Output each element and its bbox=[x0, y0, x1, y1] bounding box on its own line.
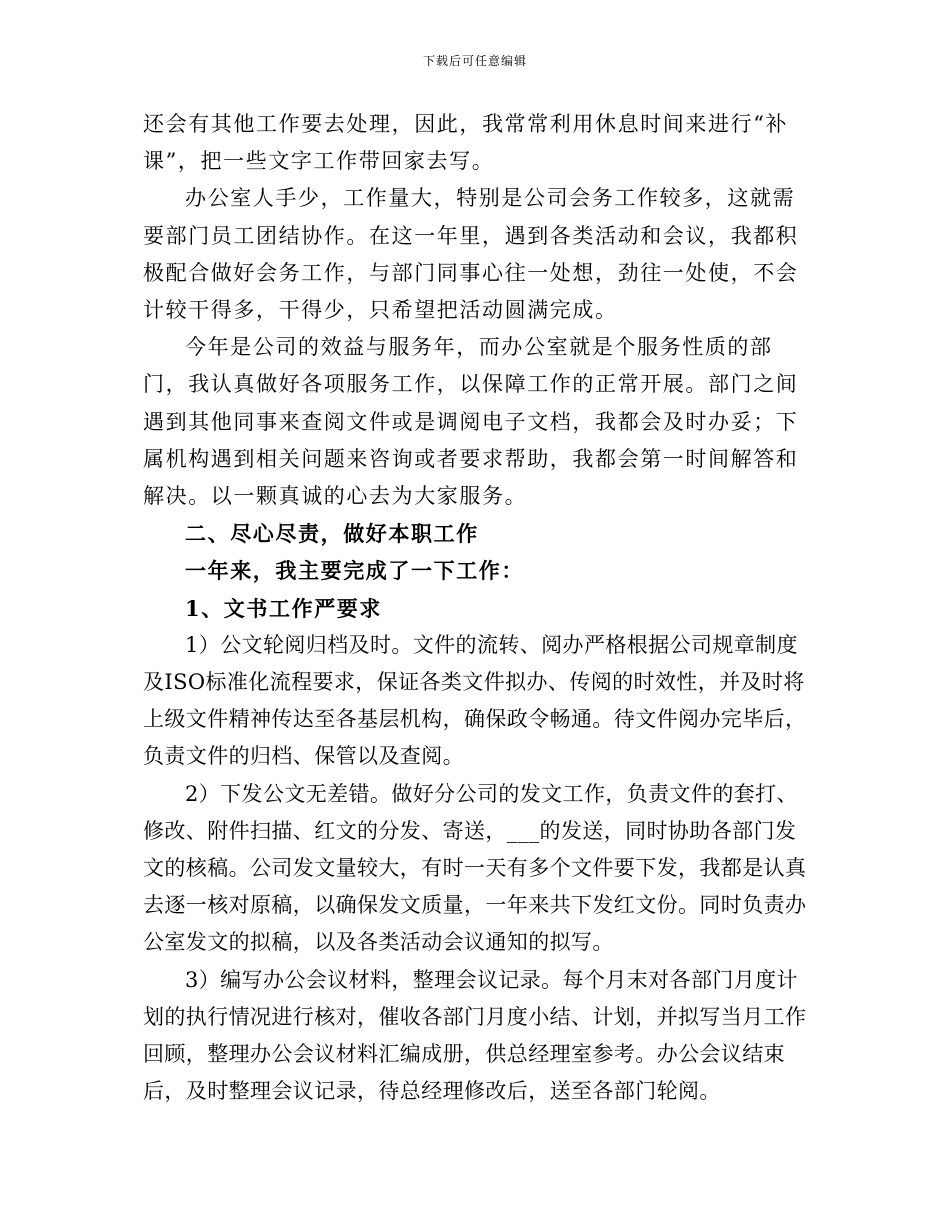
list-item-meetings: 3）编写办公会议材料，整理会议记录。每个月末对各部门月度计划的执行情况进行核对，催收各部门月度小结、计划，并拟写当月工作回顾，整理办公会议材料汇编成册，供总经理室参考。办公会议结束后，及时整理会议记录，待总经理修改后，送至各部门轮阅。 bbox=[143, 967, 807, 1104]
subsection-intro: 一年来，我主要完成了一下工作： bbox=[185, 558, 524, 584]
paragraph-continuation: 还会有其他工作要去处理，因此，我常常利用休息时间来进行“补课”，把一些文字工作带回家去写。 bbox=[143, 112, 789, 174]
subsection-heading: 1、文书工作严要求 bbox=[185, 595, 383, 621]
section-heading: 二、尽心尽责，做好本职工作 bbox=[185, 521, 479, 547]
paragraph-teamwork: 办公室人手少，工作量大，特别是公司会务工作较多，这就需要部门员工团结协作。在这一年里，遇到各类活动和会议，我都积极配合做好会务工作，与部门同事心往一处想，劲往一处使，不会计较干得多，干得少，只希望把活动圆满完成。 bbox=[143, 186, 799, 323]
list-item-archiving: 1）公文轮阅归档及时。文件的流转、阅办严格根据公司规章制度及ISO标准化流程要求，保证各类文件拟办、传阅的时效性，并及时将上级文件精神传达至各基层机构，确保政令畅通。待文件阅办完毕后，负责文件的归档、保管以及查阅。 bbox=[143, 632, 807, 769]
paragraph-service: 今年是公司的效益与服务年，而办公室就是个服务性质的部门，我认真做好各项服务工作，以保障工作的正常开展。部门之间遇到其他同事来查阅文件或是调阅电子文档，我都会及时办妥；下属机构遇到相关问题来咨询或者要求帮助，我都会第一时间解答和解决。以一颗真诚的心去为大家服务。 bbox=[143, 335, 799, 509]
document-body bbox=[143, 106, 813, 1110]
page-header: 下载后可任意编辑 bbox=[422, 54, 527, 68]
list-item-issuing: 2）下发公文无差错。做好分公司的发文工作，负责文件的套打、修改、附件扫描、红文的分发、寄送，___的发送，同时协助各部门发文的核稿。公司发文量较大，有时一天有多个文件要下发，我都是认真去逐一核对原稿，以确保发文质量，一年来共下发红文份。同时负责办公室发文的拟稿，以及各类活动会议通知的拟写。 bbox=[143, 781, 807, 955]
